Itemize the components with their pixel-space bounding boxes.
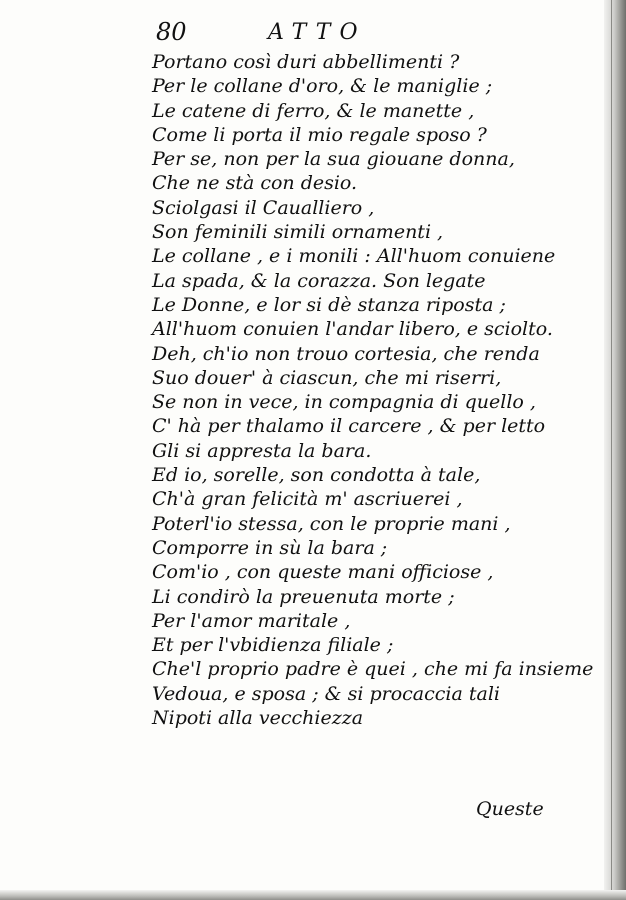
verse-line: Che'l proprio padre è quei , che mi fa insieme [152, 658, 594, 681]
verse-line: Per l'amor maritale , [152, 609, 351, 632]
verse-line: Ch'à gran felicità m' ascriuerei , [152, 488, 463, 511]
verse-line: Nipoti alla vecchiezza [152, 707, 364, 730]
verse-line: Per le collane d'oro, & le maniglie ; [152, 75, 493, 98]
verse-line: Suo douer' à ciascun, che mi riserri, [152, 366, 502, 389]
page-bottom-edge [0, 890, 626, 900]
verse-line: Sciolgasi il Caualliero , [152, 196, 375, 219]
running-head: ATTO [268, 20, 367, 45]
verse-text [152, 50, 594, 730]
verse-line: Le catene di ferro, & le manette , [152, 99, 475, 122]
verse-line: Com'io , con queste mani officiose , [152, 561, 494, 584]
verse-line: Portano così duri abbellimenti ? [152, 51, 460, 73]
verse-line: Comporre in sù la bara ; [152, 536, 388, 559]
verse-line: All'huom conuien l'andar libero, e sciolto. [152, 318, 553, 341]
page-header [150, 18, 570, 52]
verse-line: Gli si appresta la bara. [152, 439, 372, 462]
page-right-edge [604, 0, 626, 900]
verse-line: C' hà per thalamo il carcere , & per letto [152, 415, 546, 438]
catchword: Queste [476, 798, 544, 820]
verse-line: Et per l'vbidienza filiale ; [152, 634, 394, 657]
page-edge-line [611, 0, 612, 900]
verse-line: Ed io, sorelle, son condotta à tale, [152, 464, 481, 487]
verse-line: Le collane , e i monili : All'huom conuiene [152, 245, 556, 268]
verse-line: Che ne stà con desio. [152, 172, 358, 195]
verse-line: La spada, & la corazza. Son legate [152, 269, 486, 292]
verse-line: Come li porta il mio regale sposo ? [152, 123, 487, 146]
verse-line: Son feminili simili ornamenti , [152, 221, 444, 244]
verse-line: Li condirò la preuenuta morte ; [152, 585, 455, 608]
verse-line: Vedoua, e sposa ; & si procaccia tali [152, 682, 500, 705]
verse-line: Poterl'io stessa, con le proprie mani , [152, 512, 511, 535]
verse-line: Per se, non per la sua giouane donna, [152, 148, 515, 171]
verse-line: Le Donne, e lor si dè stanza riposta ; [152, 293, 506, 316]
verse-line: Deh, ch'io non trouo cortesia, che renda [152, 342, 540, 365]
verse-line: Se non in vece, in compagnia di quello , [152, 391, 536, 414]
page-number: 80 [156, 18, 187, 46]
